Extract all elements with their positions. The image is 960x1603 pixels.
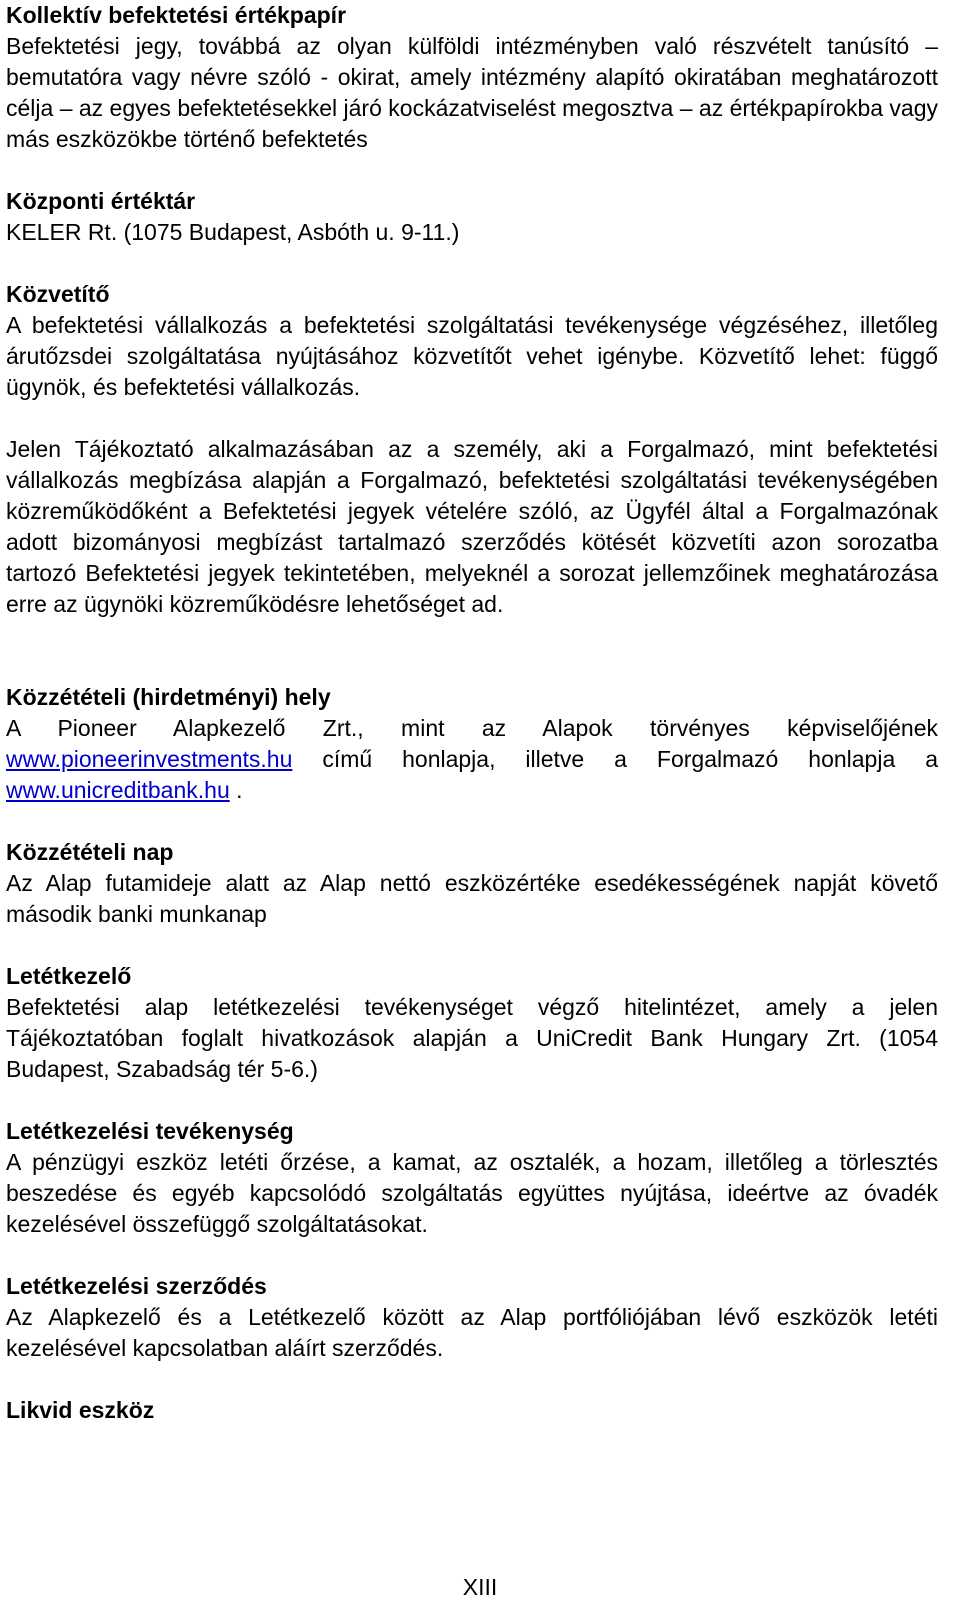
term-definition: A pénzügyi eszköz letéti őrzése, a kamat, az osztalék, a hozam, illetőleg a törlesztés beszedése és egyéb kapcsolódó szolgáltatás együttes nyújtása, ideértve az óvadék kezelésével összefüggő szolgáltatásokat. — [6, 1149, 938, 1237]
definition-text: A Pioneer Alapkezelő Zrt., mint az Alapok törvényes képviselőjének — [6, 715, 938, 741]
term-definition: Az Alap futamideje alatt az Alap nettó eszközértéke esedékességének napját követő második banki munkanap — [6, 870, 938, 927]
entry-kollektiv — [6, 0, 938, 155]
entry-kozvetito — [6, 279, 938, 620]
term-heading: Közzétételi (hirdetményi) hely — [6, 684, 331, 710]
definition-text: című honlapja, illetve a Forgalmazó honlapja a — [292, 746, 938, 772]
term-heading: Letétkezelő — [6, 963, 132, 989]
definition-text: . — [229, 777, 243, 803]
entry-likvid-eszkoz — [6, 1395, 938, 1426]
entry-letetkezelesi-szerzodes — [6, 1271, 938, 1364]
entry-kozponti-ertektar — [6, 186, 938, 248]
term-definition: KELER Rt. (1075 Budapest, Asbóth u. 9-11.) — [6, 219, 460, 245]
term-definition-extended: Jelen Tájékoztató alkalmazásában az a személy, aki a Forgalmazó, mint befektetési vállalkozás megbízása alapján a Forgalmazó, befektetési szolgáltatási tevékenységében közreműködőként a Befektetési jegyek vételére szóló, az Ügyfél által a Forgalmazónak adott bizományosi megbízást tartalmazó szerződés kötését közvetíti azon sorozatba tartozó Befektetési jegyek tekintetében, melyeknél a sorozat jellemzőinek meghatározása erre az ügynöki közreműködésre lehetőséget ad. — [6, 436, 938, 617]
document-page — [6, 0, 938, 1426]
term-definition: Az Alapkezelő és a Letétkezelő között az Alap portfóliójában lévő eszközök letéti kezelésével kapcsolatban aláírt szerződés. — [6, 1304, 938, 1361]
term-heading: Letétkezelési tevékenység — [6, 1118, 294, 1144]
page-number: XIII — [462, 1574, 498, 1600]
term-heading: Közvetítő — [6, 281, 110, 307]
term-heading: Kollektív befektetési értékpapír — [6, 2, 347, 28]
term-definition: Befektetési jegy, továbbá az olyan külföldi intézményben való részvételt tanúsító – bemutatóra vagy névre szóló - okirat, amely intézmény alapító okiratában meghatározott célja – az egyes befektetésekkel járó kockázatviselést megosztva – az értékpapírokba vagy más eszközökbe történő befektetés — [6, 33, 938, 152]
unicredit-website-link[interactable]: www.unicreditbank.hu — [6, 777, 230, 803]
entry-letetkezelo — [6, 961, 938, 1085]
term-heading: Letétkezelési szerződés — [6, 1273, 267, 1299]
term-definition: Befektetési alap letétkezelési tevékenységet végző hitelintézet, amely a jelen Tájékoztatóban foglalt hivatkozások alapján a UniCredit Bank Hungary Zrt. (1054 Budapest, Szabadság tér 5-6.) — [6, 994, 938, 1082]
entry-kozzeteteli-nap — [6, 837, 938, 930]
term-definition: A befektetési vállalkozás a befektetési szolgáltatási tevékenysége végzéséhez, illetőleg árutőzsdei szolgáltatása nyújtásához közvetítőt vehet igénybe. Közvetítő lehet: függő ügynök, és befektetési vállalkozás. — [6, 312, 938, 400]
pioneer-website-link[interactable]: www.pioneerinvestments.hu — [6, 746, 293, 772]
entry-letetkezelesi-tevekenyseg — [6, 1116, 938, 1240]
term-heading: Likvid eszköz — [6, 1397, 155, 1423]
entry-kozzeteteli-hely — [6, 682, 938, 806]
term-heading: Központi értéktár — [6, 188, 196, 214]
term-definition — [6, 713, 938, 806]
term-heading: Közzétételi nap — [6, 839, 174, 865]
